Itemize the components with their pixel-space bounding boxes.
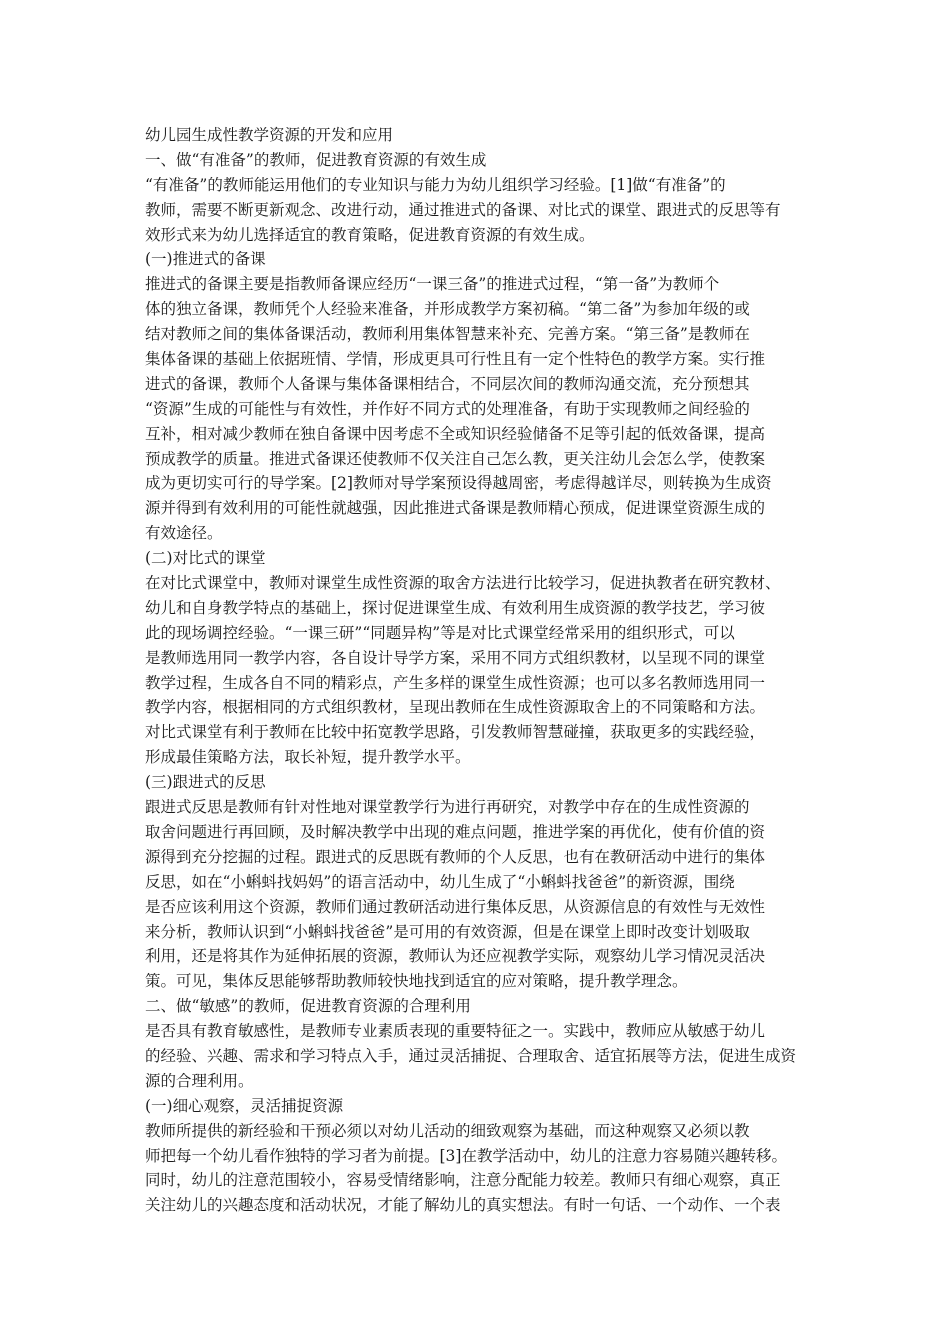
paragraph-line: “有准备”的教师能运用他们的专业知识与能力为幼儿组织学习经验。[1]做“有准备”的	[145, 175, 726, 194]
paragraph-line: 来分析，教师认识到“小蝌蚪找爸爸”是可用的有效资源，但是在课堂上即时改变计划吸取	[145, 922, 750, 941]
paragraph-line: 同时，幼儿的注意范围较小，容易受情绪影响，注意分配能力较差。教师只有细心观察，真正	[145, 1171, 781, 1190]
document-page	[145, 123, 817, 1218]
paragraph-line: 策。可见，集体反思能够帮助教师较快地找到适宜的应对策略，提升教学理念。	[145, 972, 688, 991]
paragraph-line: 源得到充分挖掘的过程。跟进式的反思既有教师的个人反思，也有在教研活动中进行的集体	[145, 847, 766, 866]
paragraph-line: 利用，还是将其作为延伸拓展的资源，教师认为还应视教学实际，观察幼儿学习情况灵活决	[145, 947, 766, 966]
paragraph-line: 形成最佳策略方法，取长补短，提升教学水平。	[145, 748, 471, 767]
paragraph-line: 幼儿和自身教学特点的基础上，探讨促进课堂生成、有效利用生成资源的教学技艺，学习彼	[145, 598, 766, 617]
paragraph-line: 是否应该利用这个资源，教师们通过教研活动进行集体反思，从资源信息的有效性与无效性	[145, 897, 766, 916]
paragraph-line: 效形式来为幼儿选择适宜的教育策略，促进教育资源的有效生成。	[145, 225, 595, 244]
paragraph-line: 体的独立备课，教师凭个人经验来准备，并形成教学方案初稿。“第二备”为参加年级的或	[145, 300, 750, 319]
paragraph-line: 师把每一个幼儿看作独特的学习者为前提。[3]在教学活动中，幼儿的注意力容易随兴趣转移。	[145, 1146, 787, 1165]
paragraph-line: 此的现场调控经验。“一课三研”“同题异构”等是对比式课堂经常采用的组织形式，可以	[145, 623, 735, 642]
section-heading: 二、做“敏感”的教师，促进教育资源的合理利用	[145, 997, 471, 1016]
paragraph-line: 教学内容，根据相同的方式组织教材，呈现出教师在生成性资源取舍上的不同策略和方法。	[145, 698, 766, 717]
paragraph-line: 教师所提供的新经验和干预必须以对幼儿活动的细致观察为基础，而这种观察又必须以教	[145, 1121, 750, 1140]
paragraph-line: 是教师选用同一教学内容，各自设计导学方案，采用不同方式组织教材，以呈现不同的课堂	[145, 648, 766, 667]
paragraph-line: 取舍问题进行再回顾，及时解决教学中出现的难点问题，推进学案的再优化，使有价值的资	[145, 822, 766, 841]
paragraph-line: 推进式的备课主要是指教师备课应经历“一课三备”的推进式过程，“第一备”为教师个	[145, 275, 720, 294]
subsection-heading: (三)跟进式的反思	[145, 773, 266, 792]
paragraph-line: 源并得到有效利用的可能性就越强，因此推进式备课是教师精心预成，促进课堂资源生成的	[145, 499, 766, 518]
subsection-heading: (一)细心观察，灵活捕捉资源	[145, 1096, 344, 1115]
paragraph-line: 关注幼儿的兴趣态度和活动状况，才能了解幼儿的真实想法。有时一句话、一个动作、一个表	[145, 1196, 781, 1215]
paragraph-line: 反思，如在“小蝌蚪找妈妈”的语言活动中，幼儿生成了“小蝌蚪找爸爸”的新资源，围绕	[145, 872, 735, 891]
paragraph-line: 的经验、兴趣、需求和学习特点入手，通过灵活捕捉、合理取舍、适宜拓展等方法，促进生成资	[145, 1046, 797, 1065]
paragraph-line: 成为更切实可行的导学案。[2]教师对导学案预设得越周密，考虑得越详尽，则转换为生成资	[145, 474, 772, 493]
paragraph-line: “资源”生成的可能性与有效性，并作好不同方式的处理准备，有助于实现教师之间经验的	[145, 399, 750, 418]
paragraph-line: 源的合理利用。	[145, 1071, 254, 1090]
paragraph-line: 在对比式课堂中，教师对课堂生成性资源的取舍方法进行比较学习，促进执教者在研究教材、	[145, 574, 781, 593]
paragraph-line: 有效途径。	[145, 524, 223, 543]
document-title: 幼儿园生成性教学资源的开发和应用	[145, 126, 394, 144]
paragraph-line: 互补，相对减少教师在独自备课中因考虑不全或知识经验储备不足等引起的低效备课，提高	[145, 424, 766, 443]
paragraph-line: 跟进式反思是教师有针对性地对课堂教学行为进行再研究，对教学中存在的生成性资源的	[145, 798, 750, 817]
subsection-heading: (二)对比式的课堂	[145, 549, 266, 568]
paragraph-line: 结对教师之间的集体备课活动，教师利用集体智慧来补充、完善方案。“第三备”是教师在	[145, 325, 750, 344]
paragraph-line: 对比式课堂有利于教师在比较中拓宽教学思路，引发教师智慧碰撞，获取更多的实践经验，	[145, 723, 766, 742]
paragraph-line: 进式的备课，教师个人备课与集体备课相结合，不同层次间的教师沟通交流，充分预想其	[145, 374, 750, 393]
paragraph-line: 教师，需要不断更新观念、改进行动，通过推进式的备课、对比式的课堂、跟进式的反思等有	[145, 200, 781, 219]
paragraph-line: 是否具有教育敏感性，是教师专业素质表现的重要特征之一。实践中，教师应从敏感于幼儿	[145, 1022, 766, 1041]
subsection-heading: (一)推进式的备课	[145, 250, 266, 269]
paragraph-line: 预成教学的质量。推进式备课还使教师不仅关注自己怎么教，更关注幼儿会怎么学，使教案	[145, 449, 766, 468]
paragraph-line: 教学过程，生成各自不同的精彩点，产生多样的课堂生成性资源；也可以多名教师选用同一	[145, 673, 766, 692]
paragraph-line: 集体备课的基础上依据班情、学情，形成更具可行性且有一定个性特色的教学方案。实行推	[145, 350, 766, 369]
section-heading: 一、做“有准备”的教师，促进教育资源的有效生成	[145, 150, 487, 169]
